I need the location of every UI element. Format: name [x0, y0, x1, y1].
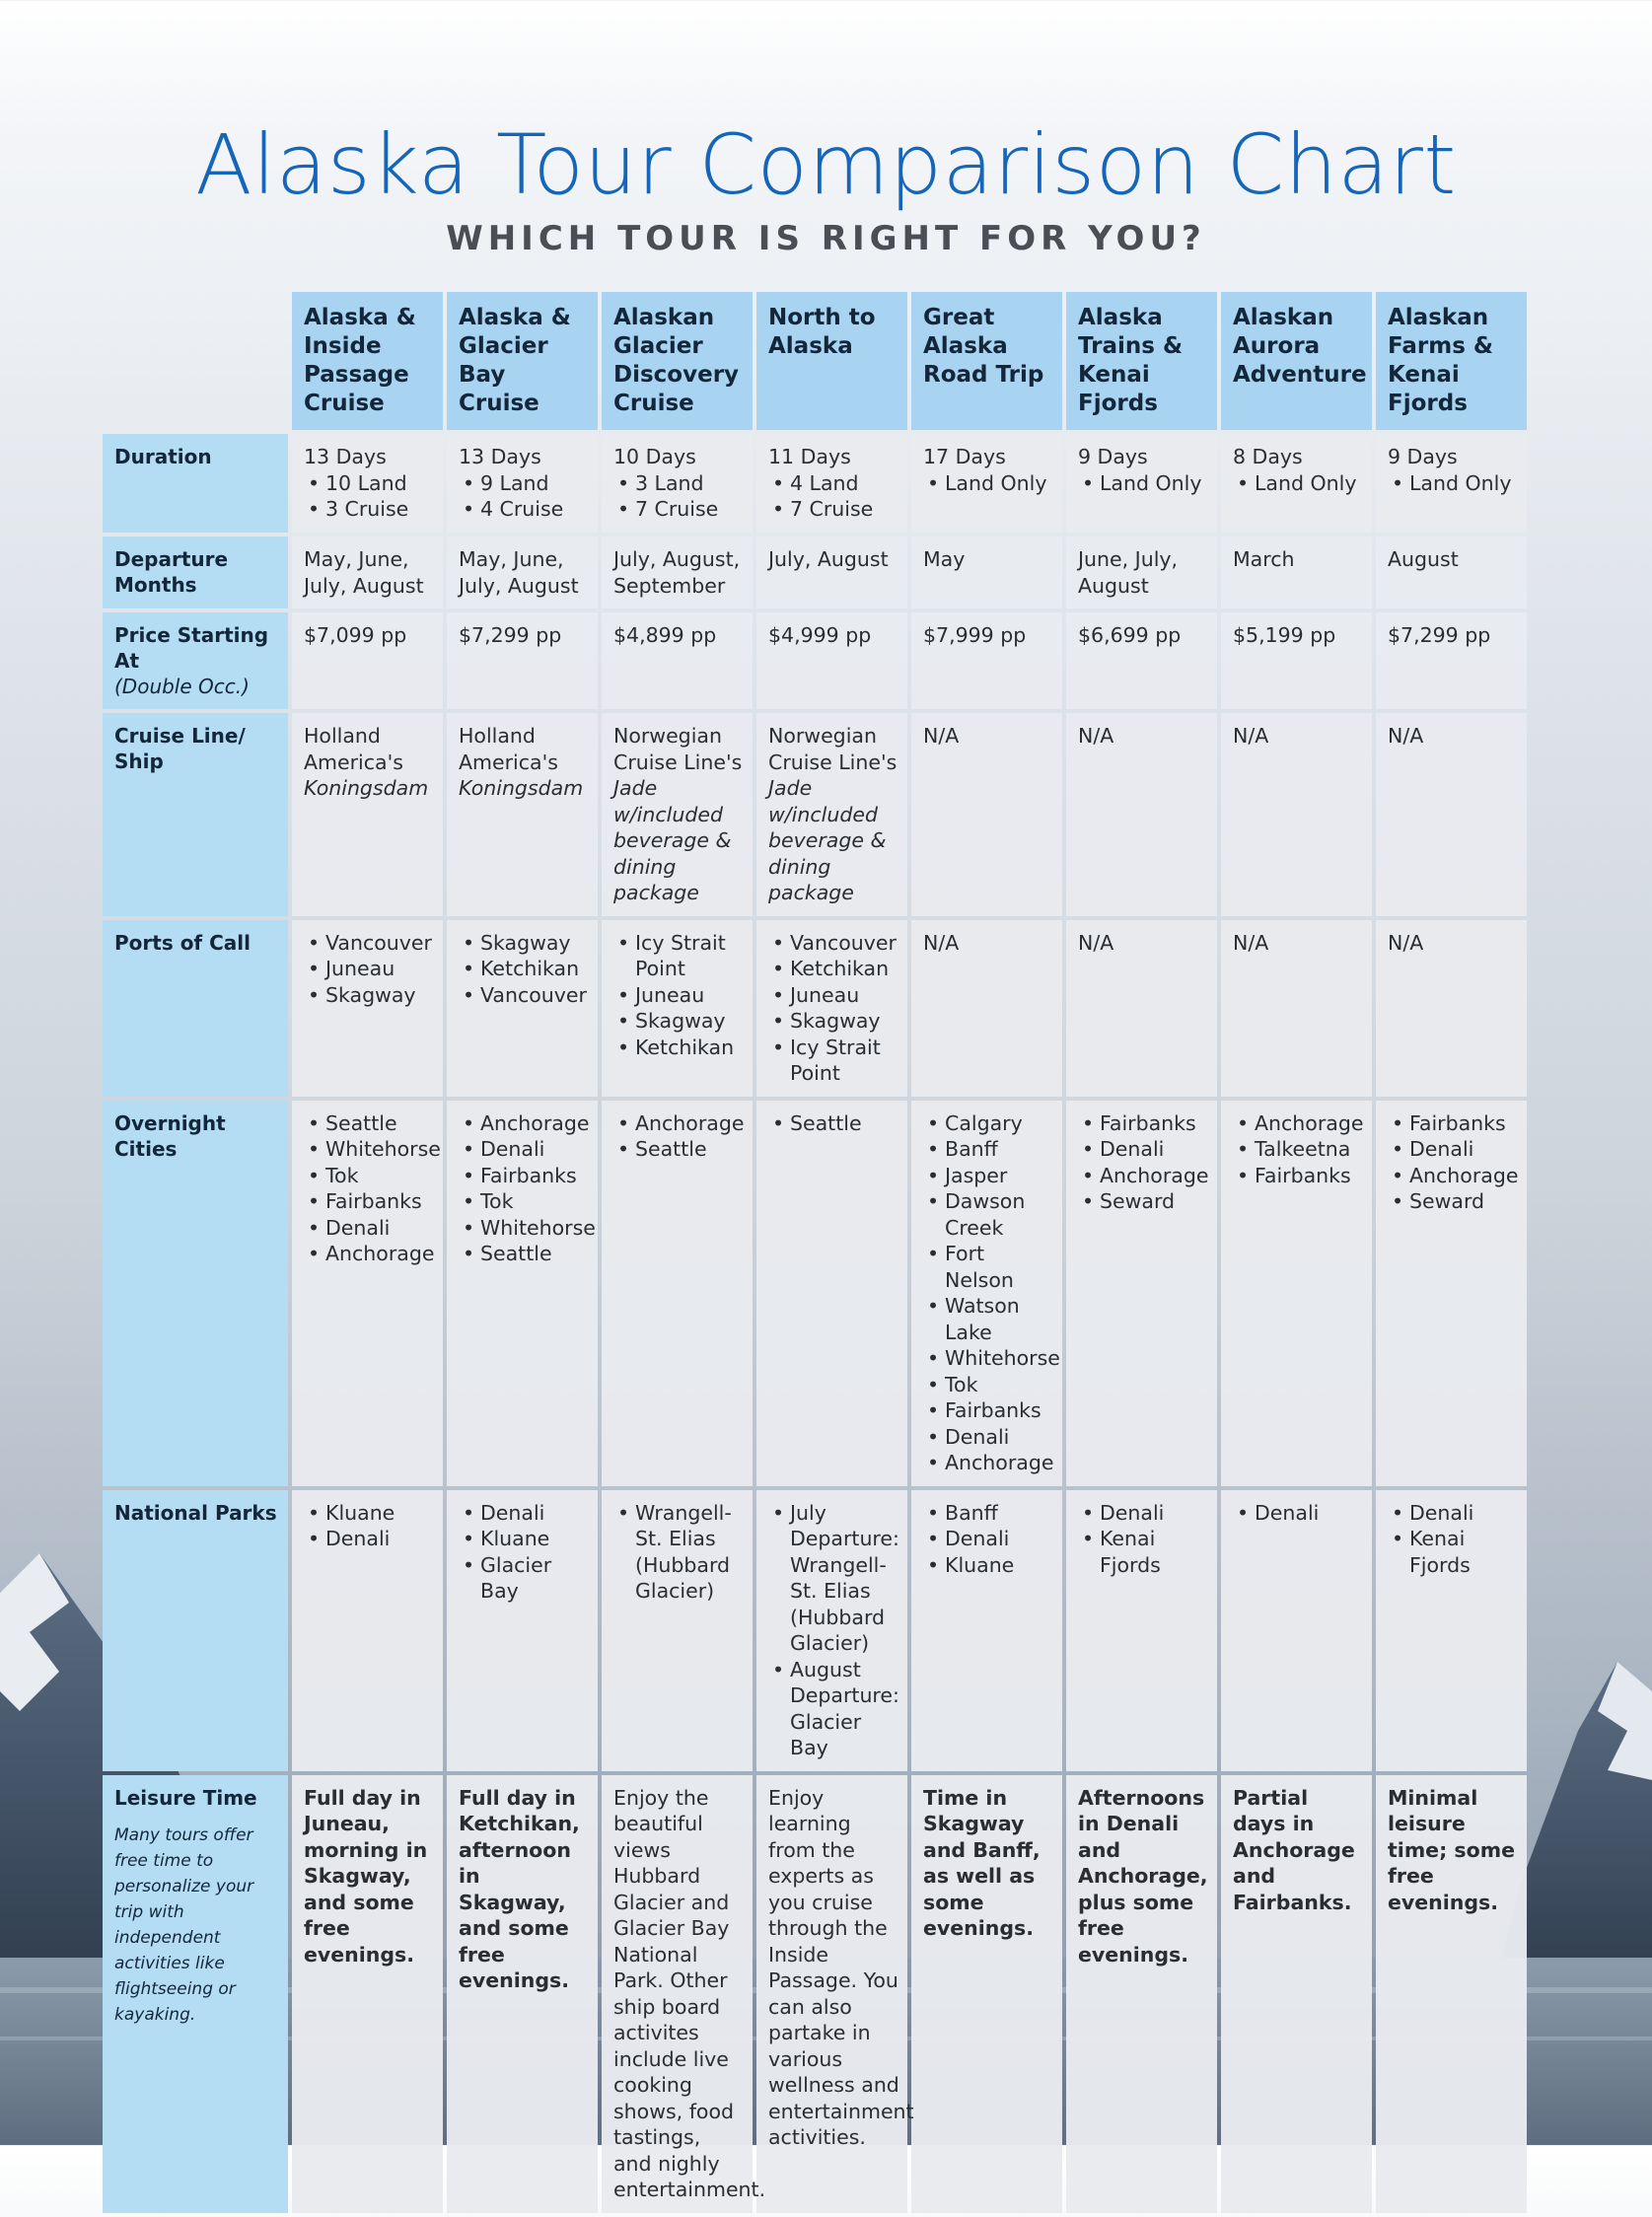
page-subtitle: WHICH TOUR IS RIGHT FOR YOU? — [446, 219, 1206, 258]
cell-departure: May — [911, 536, 1062, 608]
row-national-parks — [103, 1490, 1527, 1771]
cell-duration: 11 Days • 4 Land • 7 Cruise — [756, 434, 907, 533]
row-label-parks: National Parks — [103, 1490, 288, 1771]
cell-price: $7,099 pp — [292, 612, 443, 709]
tour-header: Alaskan Farms & Kenai Fjords — [1376, 292, 1527, 430]
cell-duration: 9 Days • Land Only — [1066, 434, 1217, 533]
cell-overnight: • Seattle — [756, 1101, 907, 1486]
cell-cruise-line: Holland America's Koningsdam — [447, 713, 598, 916]
row-overnight-cities — [103, 1101, 1527, 1486]
cell-duration: 9 Days • Land Only — [1376, 434, 1527, 533]
cell-departure: July, August — [756, 536, 907, 608]
cell-departure: March — [1221, 536, 1372, 608]
row-label-overnight: Overnight Cities — [103, 1101, 288, 1486]
cell-price: $7,299 pp — [447, 612, 598, 709]
cell-leisure: Afternoons in Denali and Anchorage, plus some free evenings. — [1066, 1775, 1217, 2213]
row-cruise-line — [103, 713, 1527, 916]
cell-departure: May, June, July, August — [292, 536, 443, 608]
cell-overnight: • Seattle • Whitehorse • Tok • Fairbanks • Denali • Anchorage — [292, 1101, 443, 1486]
tour-header: Alaska & Inside Passage Cruise — [292, 292, 443, 430]
cell-overnight: • Fairbanks • Denali • Anchorage • Seward — [1376, 1101, 1527, 1486]
tour-header: Alaska Trains & Kenai Fjords — [1066, 292, 1217, 430]
cell-cruise-line: N/A — [1376, 713, 1527, 916]
cell-ports: N/A — [1376, 920, 1527, 1097]
cell-leisure: Enjoy the beautiful views Hubbard Glacier and Glacier Bay National Park. Other ship board activites include live cooking shows, food tastings, and nighly entertainment. — [602, 1775, 753, 2213]
row-label-departure: Departure Months — [103, 536, 288, 608]
cell-overnight: • Anchorage • Talkeetna • Fairbanks — [1221, 1101, 1372, 1486]
cell-departure: August — [1376, 536, 1527, 608]
cell-duration: 8 Days • Land Only — [1221, 434, 1372, 533]
cell-cruise-line: N/A — [911, 713, 1062, 916]
price-sublabel: (Double Occ.) — [114, 675, 250, 698]
cell-leisure: Enjoy learning from the experts as you cruise through the Inside Passage. You can also partake in various wellness and entertainment activities. — [756, 1775, 907, 2213]
cell-ports: N/A — [911, 920, 1062, 1097]
cell-price: $4,899 pp — [602, 612, 753, 709]
cell-price: $4,999 pp — [756, 612, 907, 709]
cell-overnight: • Anchorage • Seattle — [602, 1101, 753, 1486]
leisure-note: Many tours offer free time to personalize your trip with independent activities like flightseeing or kayaking. — [114, 1824, 254, 2025]
tour-header: Great Alaska Road Trip — [911, 292, 1062, 430]
row-ports-of-call — [103, 920, 1527, 1097]
cell-price: $7,999 pp — [911, 612, 1062, 709]
cell-cruise-line: N/A — [1221, 713, 1372, 916]
cell-leisure: Minimal leisure time; some free evenings. — [1376, 1775, 1527, 2213]
row-label-ports: Ports of Call — [103, 920, 288, 1097]
cell-cruise-line: Norwegian Cruise Line's Jade w/included beverage & dining package — [602, 713, 753, 916]
row-label-price: Price Starting At (Double Occ.) — [103, 612, 288, 709]
cell-ports: • Vancouver • Juneau • Skagway — [292, 920, 443, 1097]
cell-ports: N/A — [1066, 920, 1217, 1097]
row-price — [103, 612, 1527, 709]
cell-duration: 13 Days • 9 Land • 4 Cruise — [447, 434, 598, 533]
cell-duration: 17 Days • Land Only — [911, 434, 1062, 533]
tour-comparison-table — [99, 288, 1531, 2217]
row-label-cruise-line: Cruise Line/ Ship — [103, 713, 288, 916]
cell-cruise-line: Holland America's Koningsdam — [292, 713, 443, 916]
cell-duration: 13 Days • 10 Land • 3 Cruise — [292, 434, 443, 533]
row-label-leisure: Leisure Time Many tours offer free time to personalize your trip with independent activities like flightseeing or kayaking. — [103, 1775, 288, 2213]
cell-overnight: • Calgary • Banff • Jasper • Dawson Creek • Fort Nelson • Watson Lake • Whitehorse • Tok • Fairbanks • Denali • Anchorage — [911, 1101, 1062, 1486]
tour-header-row — [103, 292, 1527, 430]
cell-price: $5,199 pp — [1221, 612, 1372, 709]
cell-leisure: Full day in Ketchikan, afternoon in Skagway, and some free evenings. — [447, 1775, 598, 2213]
cell-ports: • Icy Strait Point • Juneau • Skagway • Ketchikan — [602, 920, 753, 1097]
cell-duration: 10 Days • 3 Land • 7 Cruise — [602, 434, 753, 533]
cell-parks: • Denali • Kenai Fjords — [1376, 1490, 1527, 1771]
row-duration — [103, 434, 1527, 533]
row-leisure-time — [103, 1775, 1527, 2213]
cell-parks: • Denali — [1221, 1490, 1372, 1771]
tour-header: North to Alaska — [756, 292, 907, 430]
tour-header: Alaskan Glacier Discovery Cruise — [602, 292, 753, 430]
cell-ports: • Vancouver • Ketchikan • Juneau • Skagway • Icy Strait Point — [756, 920, 907, 1097]
cell-cruise-line: Norwegian Cruise Line's Jade w/included beverage & dining package — [756, 713, 907, 916]
row-label-duration: Duration — [103, 434, 288, 533]
cell-parks: • Kluane • Denali — [292, 1490, 443, 1771]
cell-parks: • Banff • Denali • Kluane — [911, 1490, 1062, 1771]
tour-header: Alaska & Glacier Bay Cruise — [447, 292, 598, 430]
cell-leisure: Full day in Juneau, morning in Skagway, and some free evenings. — [292, 1775, 443, 2213]
cell-departure: July, August, September — [602, 536, 753, 608]
cell-leisure: Time in Skagway and Banff, as well as some evenings. — [911, 1775, 1062, 2213]
cell-price: $7,299 pp — [1376, 612, 1527, 709]
cell-departure: May, June, July, August — [447, 536, 598, 608]
page-title: Alaska Tour Comparison Chart — [195, 116, 1457, 213]
cell-parks: • July Departure: Wrangell-St. Elias (Hubbard Glacier) • August Departure: Glacier Bay — [756, 1490, 907, 1771]
cell-departure: June, July, August — [1066, 536, 1217, 608]
cell-leisure: Partial days in Anchorage and Fairbanks. — [1221, 1775, 1372, 2213]
corner-cell — [103, 292, 288, 430]
cell-overnight: • Anchorage • Denali • Fairbanks • Tok • Whitehorse • Seattle — [447, 1101, 598, 1486]
cell-ports: • Skagway • Ketchikan • Vancouver — [447, 920, 598, 1097]
cell-cruise-line: N/A — [1066, 713, 1217, 916]
row-departure — [103, 536, 1527, 608]
cell-parks: • Wrangell-St. Elias (Hubbard Glacier) — [602, 1490, 753, 1771]
cell-ports: N/A — [1221, 920, 1372, 1097]
tour-header: Alaskan Aurora Adventure — [1221, 292, 1372, 430]
cell-parks: • Denali • Kluane • Glacier Bay — [447, 1490, 598, 1771]
cell-parks: • Denali • Kenai Fjords — [1066, 1490, 1217, 1771]
cell-price: $6,699 pp — [1066, 612, 1217, 709]
cell-overnight: • Fairbanks • Denali • Anchorage • Seward — [1066, 1101, 1217, 1486]
